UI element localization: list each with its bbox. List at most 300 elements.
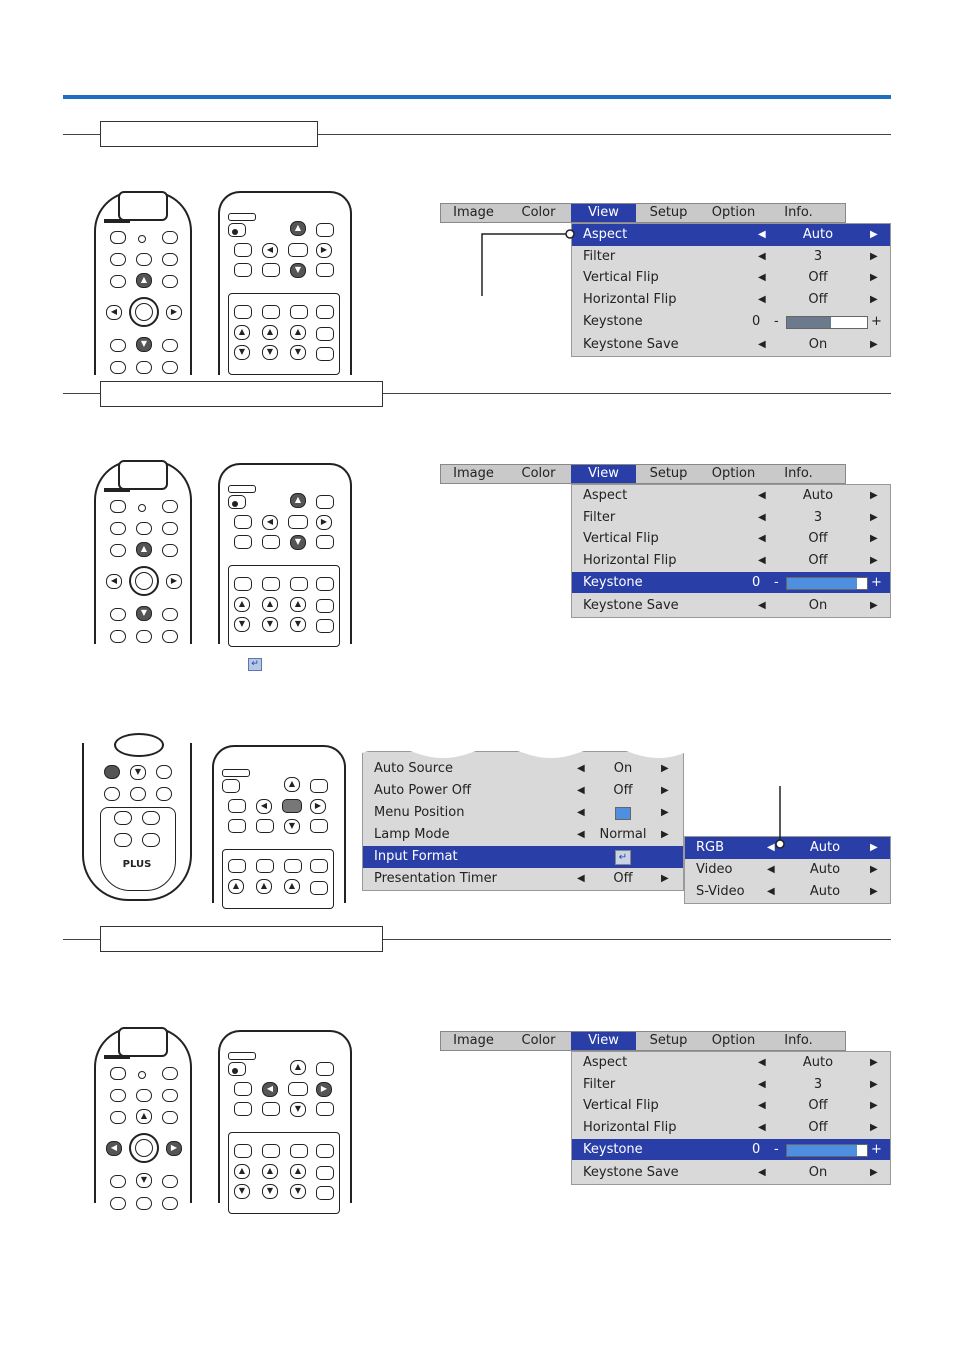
up-button [256, 879, 272, 894]
menu-item-label: Auto Source [374, 761, 453, 776]
right-arrow-icon[interactable]: ▶ [870, 250, 878, 262]
remote-button [234, 515, 252, 529]
tab-setup[interactable]: Setup [649, 466, 688, 481]
left-arrow-icon[interactable]: ◀ [758, 294, 766, 306]
arrow-glyph: ◀ [110, 1143, 118, 1152]
down-button [284, 819, 300, 834]
tab-option[interactable]: Option [711, 205, 756, 220]
enter-button [288, 1082, 308, 1096]
menu-item-lamp-mode[interactable] [363, 824, 683, 846]
up-button [136, 1109, 152, 1124]
remote-button [162, 339, 178, 352]
arrow-glyph: ▲ [232, 881, 240, 890]
right-button [166, 1141, 182, 1156]
left-arrow-icon[interactable]: ◀ [758, 1057, 766, 1068]
left-arrow-icon[interactable]: ◀ [758, 1100, 766, 1112]
right-arrow-icon[interactable]: ▶ [870, 600, 878, 612]
right-arrow-icon[interactable]: ▶ [661, 829, 669, 840]
section-1-label-box [100, 121, 318, 147]
wireless-mouse-remote [218, 1030, 352, 1203]
remote-button [262, 535, 280, 549]
remote-button [234, 1144, 252, 1158]
tab-image[interactable]: Image [453, 205, 494, 220]
remote-button [234, 263, 252, 277]
menu-item-value: Off [808, 1098, 828, 1114]
menu-item-filter[interactable] [572, 246, 890, 268]
handheld-remote-bottom [82, 743, 192, 901]
section-2-label-box [100, 381, 383, 407]
right-button [166, 574, 182, 589]
record-dot [232, 229, 238, 235]
menu-item-label: Vertical Flip [583, 1098, 659, 1114]
left-arrow-icon[interactable]: ◀ [758, 600, 766, 612]
remote-button [162, 231, 178, 244]
remote-button [162, 1175, 178, 1188]
top-rule [63, 95, 891, 99]
arrow-glyph: ▲ [294, 1166, 302, 1175]
arrow-glyph: ▼ [294, 1186, 302, 1195]
remote-button [316, 1102, 334, 1116]
left-arrow-icon[interactable]: ◀ [767, 842, 775, 853]
menu-item-label: Filter [583, 248, 616, 264]
right-arrow-icon[interactable]: ▶ [870, 490, 878, 501]
wireless-mouse-remote [212, 745, 346, 903]
tab-info[interactable]: Info. [784, 205, 813, 220]
right-arrow-icon[interactable]: ▶ [870, 272, 878, 284]
right-arrow-icon[interactable]: ▶ [870, 886, 878, 897]
keystone-value: 0 [752, 574, 761, 590]
up-button [290, 1060, 306, 1075]
right-arrow-icon[interactable]: ▶ [870, 1100, 878, 1112]
menu-item-label: Filter [583, 509, 616, 525]
down-button [290, 617, 306, 632]
remote-button [234, 535, 252, 549]
down-button [290, 1184, 306, 1199]
left-arrow-icon[interactable]: ◀ [758, 1122, 766, 1134]
right-arrow-icon[interactable]: ▶ [661, 763, 669, 774]
remote-button [316, 1166, 334, 1180]
tab-option[interactable]: Option [711, 1033, 756, 1048]
record-dot [232, 1068, 238, 1074]
menu-item-label: Filter [583, 1076, 616, 1092]
arrow-glyph: ▲ [266, 599, 274, 608]
remote-button [110, 339, 126, 352]
arrow-glyph: ▼ [140, 1175, 148, 1184]
menu-item-label: Horizontal Flip [583, 553, 677, 569]
menu-item-aspect[interactable] [572, 485, 890, 507]
tab-view[interactable]: View [571, 465, 636, 483]
tab-setup[interactable]: Setup [649, 205, 688, 220]
menu-item-keystone[interactable] [572, 1139, 890, 1161]
keystone-value: 0 [752, 313, 761, 329]
indicator-dot [138, 235, 146, 243]
right-arrow-icon[interactable]: ▶ [870, 294, 878, 306]
arrow-glyph: ▲ [260, 881, 268, 890]
remote-button [316, 577, 334, 591]
arrow-glyph: ▼ [140, 339, 148, 348]
arrow-glyph: ◀ [266, 517, 274, 526]
menu-item-menu-position[interactable] [363, 802, 683, 824]
left-arrow-icon[interactable]: ◀ [758, 1078, 766, 1090]
tab-view[interactable]: View [571, 204, 636, 222]
up-button [284, 879, 300, 894]
right-arrow-icon[interactable]: ▶ [870, 339, 878, 351]
arrow-glyph: ▲ [294, 495, 302, 504]
remote-button [156, 765, 172, 779]
remote-button [156, 787, 172, 801]
remote-button [162, 544, 178, 557]
up-button [136, 273, 152, 288]
menu-item-keystone[interactable] [572, 572, 890, 594]
menu-panel [571, 1051, 891, 1185]
up-button [234, 325, 250, 340]
remote-button [234, 1082, 252, 1096]
left-arrow-icon[interactable]: ◀ [758, 533, 766, 545]
arrow-glyph: ▲ [266, 327, 274, 336]
submenu-item-video[interactable] [685, 859, 890, 881]
arrow-glyph: ▼ [140, 608, 148, 617]
right-button [316, 1082, 332, 1097]
plus-logo: PLUS [122, 859, 152, 870]
right-arrow-icon[interactable]: ▶ [870, 864, 878, 875]
arrow-glyph: ▲ [288, 881, 296, 890]
tab-color[interactable]: Color [521, 466, 556, 481]
up-button [290, 493, 306, 508]
remote-button [162, 522, 178, 535]
menu-tabs [440, 464, 846, 484]
tab-option[interactable]: Option [711, 466, 756, 481]
arrow-glyph: ▲ [238, 599, 246, 608]
remote-button [234, 577, 252, 591]
submenu-item-value: Auto [809, 862, 841, 877]
menu-item-value: On [613, 761, 633, 776]
callout-aspect [478, 228, 578, 298]
keystone-minus: - [774, 1141, 779, 1157]
menu-item-label: Vertical Flip [583, 270, 659, 286]
arrow-glyph: ▼ [294, 537, 302, 546]
up-button [262, 1164, 278, 1179]
wave-edge [362, 745, 684, 761]
callout-rgb [770, 786, 790, 852]
left-arrow-icon[interactable]: ◀ [758, 490, 766, 501]
down-button [136, 337, 152, 352]
arrow-glyph: ▲ [238, 1166, 246, 1175]
up-button [290, 221, 306, 236]
remote-button [316, 495, 334, 509]
left-button [106, 1141, 122, 1156]
right-arrow-icon[interactable]: ▶ [870, 1078, 878, 1090]
menu-item-value: On [808, 598, 828, 614]
menu-item-label: Input Format [374, 849, 458, 864]
up-button [234, 1164, 250, 1179]
left-button [262, 1082, 278, 1097]
remote-button [316, 223, 334, 237]
arrow-glyph: ◀ [266, 1084, 274, 1093]
tab-setup[interactable]: Setup [649, 1033, 688, 1048]
menu-item-keystone-save[interactable] [572, 334, 890, 356]
remote-button [130, 787, 146, 801]
right-arrow-icon[interactable]: ▶ [870, 842, 878, 853]
menu-item-label: Aspect [583, 1055, 628, 1070]
remote-led-bar [104, 219, 130, 223]
left-arrow-icon[interactable]: ◀ [767, 886, 775, 897]
remote-button [136, 1089, 152, 1102]
remote-button [110, 608, 126, 621]
menu-tabs [440, 203, 846, 223]
right-arrow-icon[interactable]: ▶ [870, 229, 878, 240]
up-button [262, 597, 278, 612]
down-button [234, 1184, 250, 1199]
remote-label-slot [222, 769, 250, 777]
left-arrow-icon[interactable]: ◀ [577, 829, 585, 840]
menu-item-filter[interactable] [572, 1074, 890, 1096]
left-arrow-icon[interactable]: ◀ [758, 555, 766, 567]
menu-panel [571, 223, 891, 357]
keystone-minus: - [774, 574, 779, 590]
menu-item-value: Off [808, 292, 828, 308]
menu-item-auto-power-off[interactable] [363, 780, 683, 802]
remote-button [316, 619, 334, 633]
left-arrow-icon[interactable]: ◀ [577, 807, 585, 818]
menu-item-presentation-timer[interactable] [363, 868, 683, 890]
menu-panel [571, 484, 891, 618]
arrow-glyph: ▶ [320, 517, 328, 526]
remote-button [256, 859, 274, 873]
down-button [262, 345, 278, 360]
menu-item-keystone-save[interactable] [572, 595, 890, 617]
left-arrow-icon[interactable]: ◀ [758, 229, 766, 240]
left-arrow-icon[interactable]: ◀ [758, 272, 766, 284]
tab-info[interactable]: Info. [784, 1033, 813, 1048]
remote-button [316, 1186, 334, 1200]
right-arrow-icon[interactable]: ▶ [870, 555, 878, 567]
remote-button [136, 522, 152, 535]
menu-item-value: Off [808, 553, 828, 569]
remote-button [234, 243, 252, 257]
remote-button [316, 535, 334, 549]
up-button [290, 597, 306, 612]
menu-item-label: Vertical Flip [583, 531, 659, 547]
remote-button [110, 253, 126, 266]
menu-item-label: Auto Power Off [374, 783, 471, 798]
arrow-glyph: ▲ [266, 1166, 274, 1175]
arrow-glyph: ▼ [294, 265, 302, 274]
tab-info[interactable]: Info. [784, 466, 813, 481]
keystone-slider[interactable] [786, 316, 868, 329]
section-4-label-box [100, 926, 383, 952]
remote-button [310, 881, 328, 895]
remote-button [110, 522, 126, 535]
arrow-glyph: ▼ [294, 347, 302, 356]
menu-item-keystone[interactable] [572, 311, 890, 333]
keystone-plus: + [871, 313, 882, 329]
power-button [110, 500, 126, 513]
left-arrow-icon[interactable]: ◀ [758, 511, 766, 523]
remote-led-bar [104, 1055, 130, 1059]
right-arrow-icon[interactable]: ▶ [661, 807, 669, 818]
indicator-dot [138, 1071, 146, 1079]
remote-button [228, 799, 246, 813]
remote-button [290, 577, 308, 591]
menu-item-value: Auto [802, 488, 834, 503]
keystone-slider[interactable] [786, 1144, 868, 1157]
keystone-slider[interactable] [786, 577, 868, 590]
arrow-glyph: ▼ [238, 347, 246, 356]
menu-item-label: Presentation Timer [374, 871, 497, 886]
arrow-glyph: ▼ [134, 767, 142, 776]
menu-item-value: 3 [813, 509, 823, 525]
power-button [110, 1067, 126, 1080]
menu-item-aspect[interactable] [572, 224, 890, 246]
remote-button [114, 833, 132, 847]
remote-button [316, 327, 334, 341]
menu-item-vertical-flip[interactable] [572, 528, 890, 550]
left-arrow-icon[interactable]: ◀ [758, 1167, 766, 1179]
menu-item-label: Horizontal Flip [583, 292, 677, 308]
remote-button [316, 1062, 334, 1076]
remote-button [162, 608, 178, 621]
remote-cap [118, 460, 168, 490]
left-button [262, 515, 278, 530]
arrow-glyph: ▲ [288, 779, 296, 788]
menu-item-label: Keystone [583, 574, 643, 590]
right-arrow-icon[interactable]: ▶ [870, 1057, 878, 1068]
tab-view[interactable]: View [571, 1032, 636, 1050]
remote-button [284, 859, 302, 873]
remote-button [290, 1144, 308, 1158]
up-button [262, 325, 278, 340]
remote-button [142, 833, 160, 847]
tab-image[interactable]: Image [453, 466, 494, 481]
arrow-glyph: ▲ [140, 275, 148, 284]
down-button [262, 1184, 278, 1199]
select-dial [114, 733, 164, 757]
tab-color[interactable]: Color [521, 205, 556, 220]
keystone-slider-fill [787, 578, 857, 589]
up-button [228, 879, 244, 894]
down-button [234, 617, 250, 632]
remote-lower-panel [100, 807, 176, 891]
remote-button [104, 787, 120, 801]
remote-button [262, 1102, 280, 1116]
left-arrow-icon[interactable]: ◀ [758, 250, 766, 262]
menu-item-label: Aspect [583, 227, 628, 242]
remote-button [310, 779, 328, 793]
right-arrow-icon[interactable]: ▶ [870, 1167, 878, 1179]
menu-item-filter[interactable] [572, 507, 890, 529]
arrow-glyph: ▼ [238, 1186, 246, 1195]
menu-item-value: Normal [599, 827, 647, 842]
remote-button [234, 305, 252, 319]
remote-button [162, 361, 178, 374]
menu-item-input-format[interactable] [363, 846, 683, 868]
menu-item-value: Off [613, 783, 633, 798]
remote-label-slot [228, 213, 256, 221]
menu-item-horizontal-flip[interactable] [572, 1117, 890, 1139]
menu-item-auto-source[interactable] [363, 758, 683, 780]
submenu-item-value: Auto [809, 840, 841, 855]
menu-item-value: Off [613, 871, 633, 886]
menu-item-label: Lamp Mode [374, 827, 450, 842]
down-button [290, 345, 306, 360]
right-arrow-icon[interactable]: ▶ [661, 873, 669, 884]
menu-item-vertical-flip[interactable] [572, 1095, 890, 1117]
remote-button [316, 347, 334, 361]
menu-item-keystone-save[interactable] [572, 1162, 890, 1184]
remote-button [110, 1197, 126, 1210]
right-arrow-icon[interactable]: ▶ [870, 511, 878, 523]
remote-button [136, 1197, 152, 1210]
left-arrow-icon[interactable]: ◀ [577, 785, 585, 796]
up-button [290, 325, 306, 340]
enter-button [282, 799, 302, 813]
arrow-glyph: ▶ [170, 307, 178, 316]
keystone-plus: + [871, 1141, 882, 1157]
menu-item-horizontal-flip[interactable] [572, 550, 890, 572]
remote-button [110, 275, 126, 288]
remote-button [110, 1089, 126, 1102]
remote-button [290, 305, 308, 319]
right-arrow-icon[interactable]: ▶ [870, 533, 878, 545]
arrow-glyph: ▶ [170, 1143, 178, 1152]
left-button [256, 799, 272, 814]
remote-button [162, 1111, 178, 1124]
tab-image[interactable]: Image [453, 1033, 494, 1048]
right-arrow-icon[interactable]: ▶ [870, 1122, 878, 1134]
menu-item-value: Off [808, 1120, 828, 1136]
right-button [310, 799, 326, 814]
left-arrow-icon[interactable]: ◀ [758, 339, 766, 351]
keystone-slider-fill [787, 1145, 857, 1156]
tab-color[interactable]: Color [521, 1033, 556, 1048]
left-button [106, 574, 122, 589]
remote-button [136, 361, 152, 374]
remote-label-slot [228, 485, 256, 493]
arrow-glyph: ▼ [288, 821, 296, 830]
remote-button [316, 305, 334, 319]
remote-button [262, 577, 280, 591]
remote-button [136, 253, 152, 266]
left-arrow-icon[interactable]: ◀ [577, 763, 585, 774]
arrow-glyph: ▲ [294, 327, 302, 336]
up-button [136, 542, 152, 557]
submenu-item-value: Auto [809, 884, 841, 899]
menu-item-aspect[interactable] [572, 1052, 890, 1074]
remote-button [310, 859, 328, 873]
arrow-glyph: ◀ [110, 307, 118, 316]
remote-button [234, 1102, 252, 1116]
indicator-dot [138, 504, 146, 512]
arrow-glyph: ▲ [140, 544, 148, 553]
submenu-item-s-video[interactable] [685, 881, 890, 903]
remote-button [162, 1197, 178, 1210]
remote-button [310, 819, 328, 833]
menu-tabs [440, 1031, 846, 1051]
remote-button [110, 1175, 126, 1188]
arrow-glyph: ▲ [294, 1062, 302, 1071]
menu-item-vertical-flip[interactable] [572, 267, 890, 289]
right-arrow-icon[interactable]: ▶ [661, 785, 669, 796]
left-arrow-icon[interactable]: ◀ [577, 873, 585, 884]
remote-button [162, 500, 178, 513]
menu-item-value: 3 [813, 1076, 823, 1092]
remote-button [162, 1067, 178, 1080]
menu-item-horizontal-flip[interactable] [572, 289, 890, 311]
up-button [290, 1164, 306, 1179]
left-button [106, 305, 122, 320]
left-arrow-icon[interactable]: ◀ [767, 864, 775, 875]
remote-button [162, 253, 178, 266]
